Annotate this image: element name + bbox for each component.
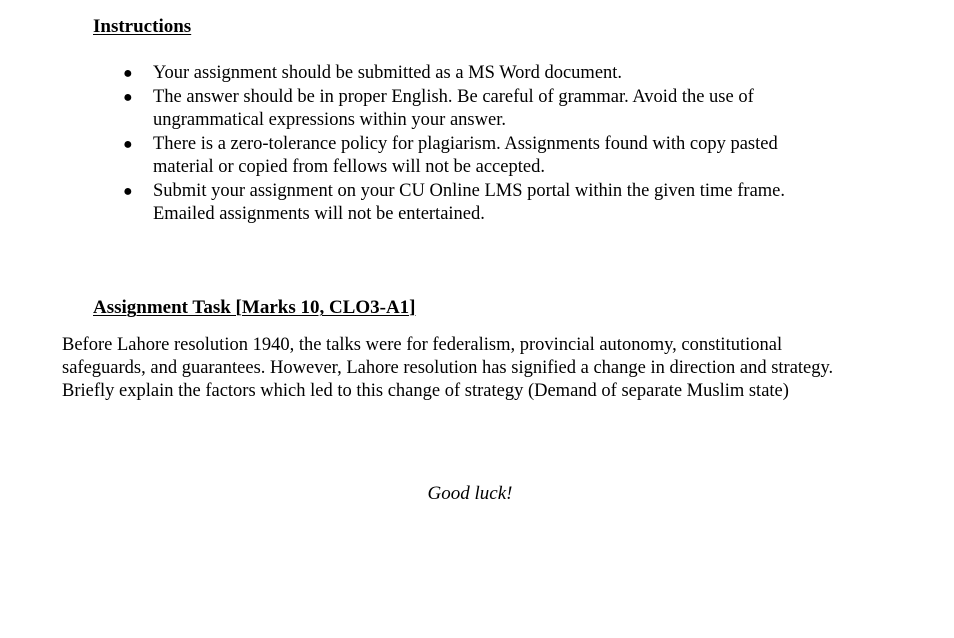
instruction-text: The answer should be in proper English. Be careful of grammar. Avoid the use of ungrammatical expressions within your answer. [153,86,754,130]
list-item [120,180,840,227]
list-item [120,62,840,86]
instruction-text: There is a zero-tolerance policy for plagiarism. Assignments found with copy pasted material or copied from fellows will not be accepted. [153,133,778,177]
list-item [120,133,840,180]
bullet-icon: ● [123,135,133,153]
assignment-task-heading: Assignment Task [Marks 10, CLO3-A1] [93,297,416,318]
instructions-list [120,62,840,227]
instruction-text: Submit your assignment on your CU Online LMS portal within the given time frame. Emailed assignments will not be entertained. [153,180,786,224]
instructions-heading: Instructions [93,16,192,37]
bullet-icon: ● [123,182,133,200]
closing-text: Good luck! [427,483,513,504]
assignment-task-body: Before Lahore resolution 1940, the talks were for federalism, provincial autonomy, constitutional safeguards, and guarantees. However, Lahore resolution has signified a change in direction and strategy. Briefly explain the factors which led to this change of strategy (Demand of separate Muslim state) [62,335,834,402]
bullet-icon: ● [123,65,133,82]
list-item [120,86,840,133]
bullet-icon: ● [123,88,133,106]
instruction-text: Your assignment should be submitted as a MS Word document. [153,63,623,83]
